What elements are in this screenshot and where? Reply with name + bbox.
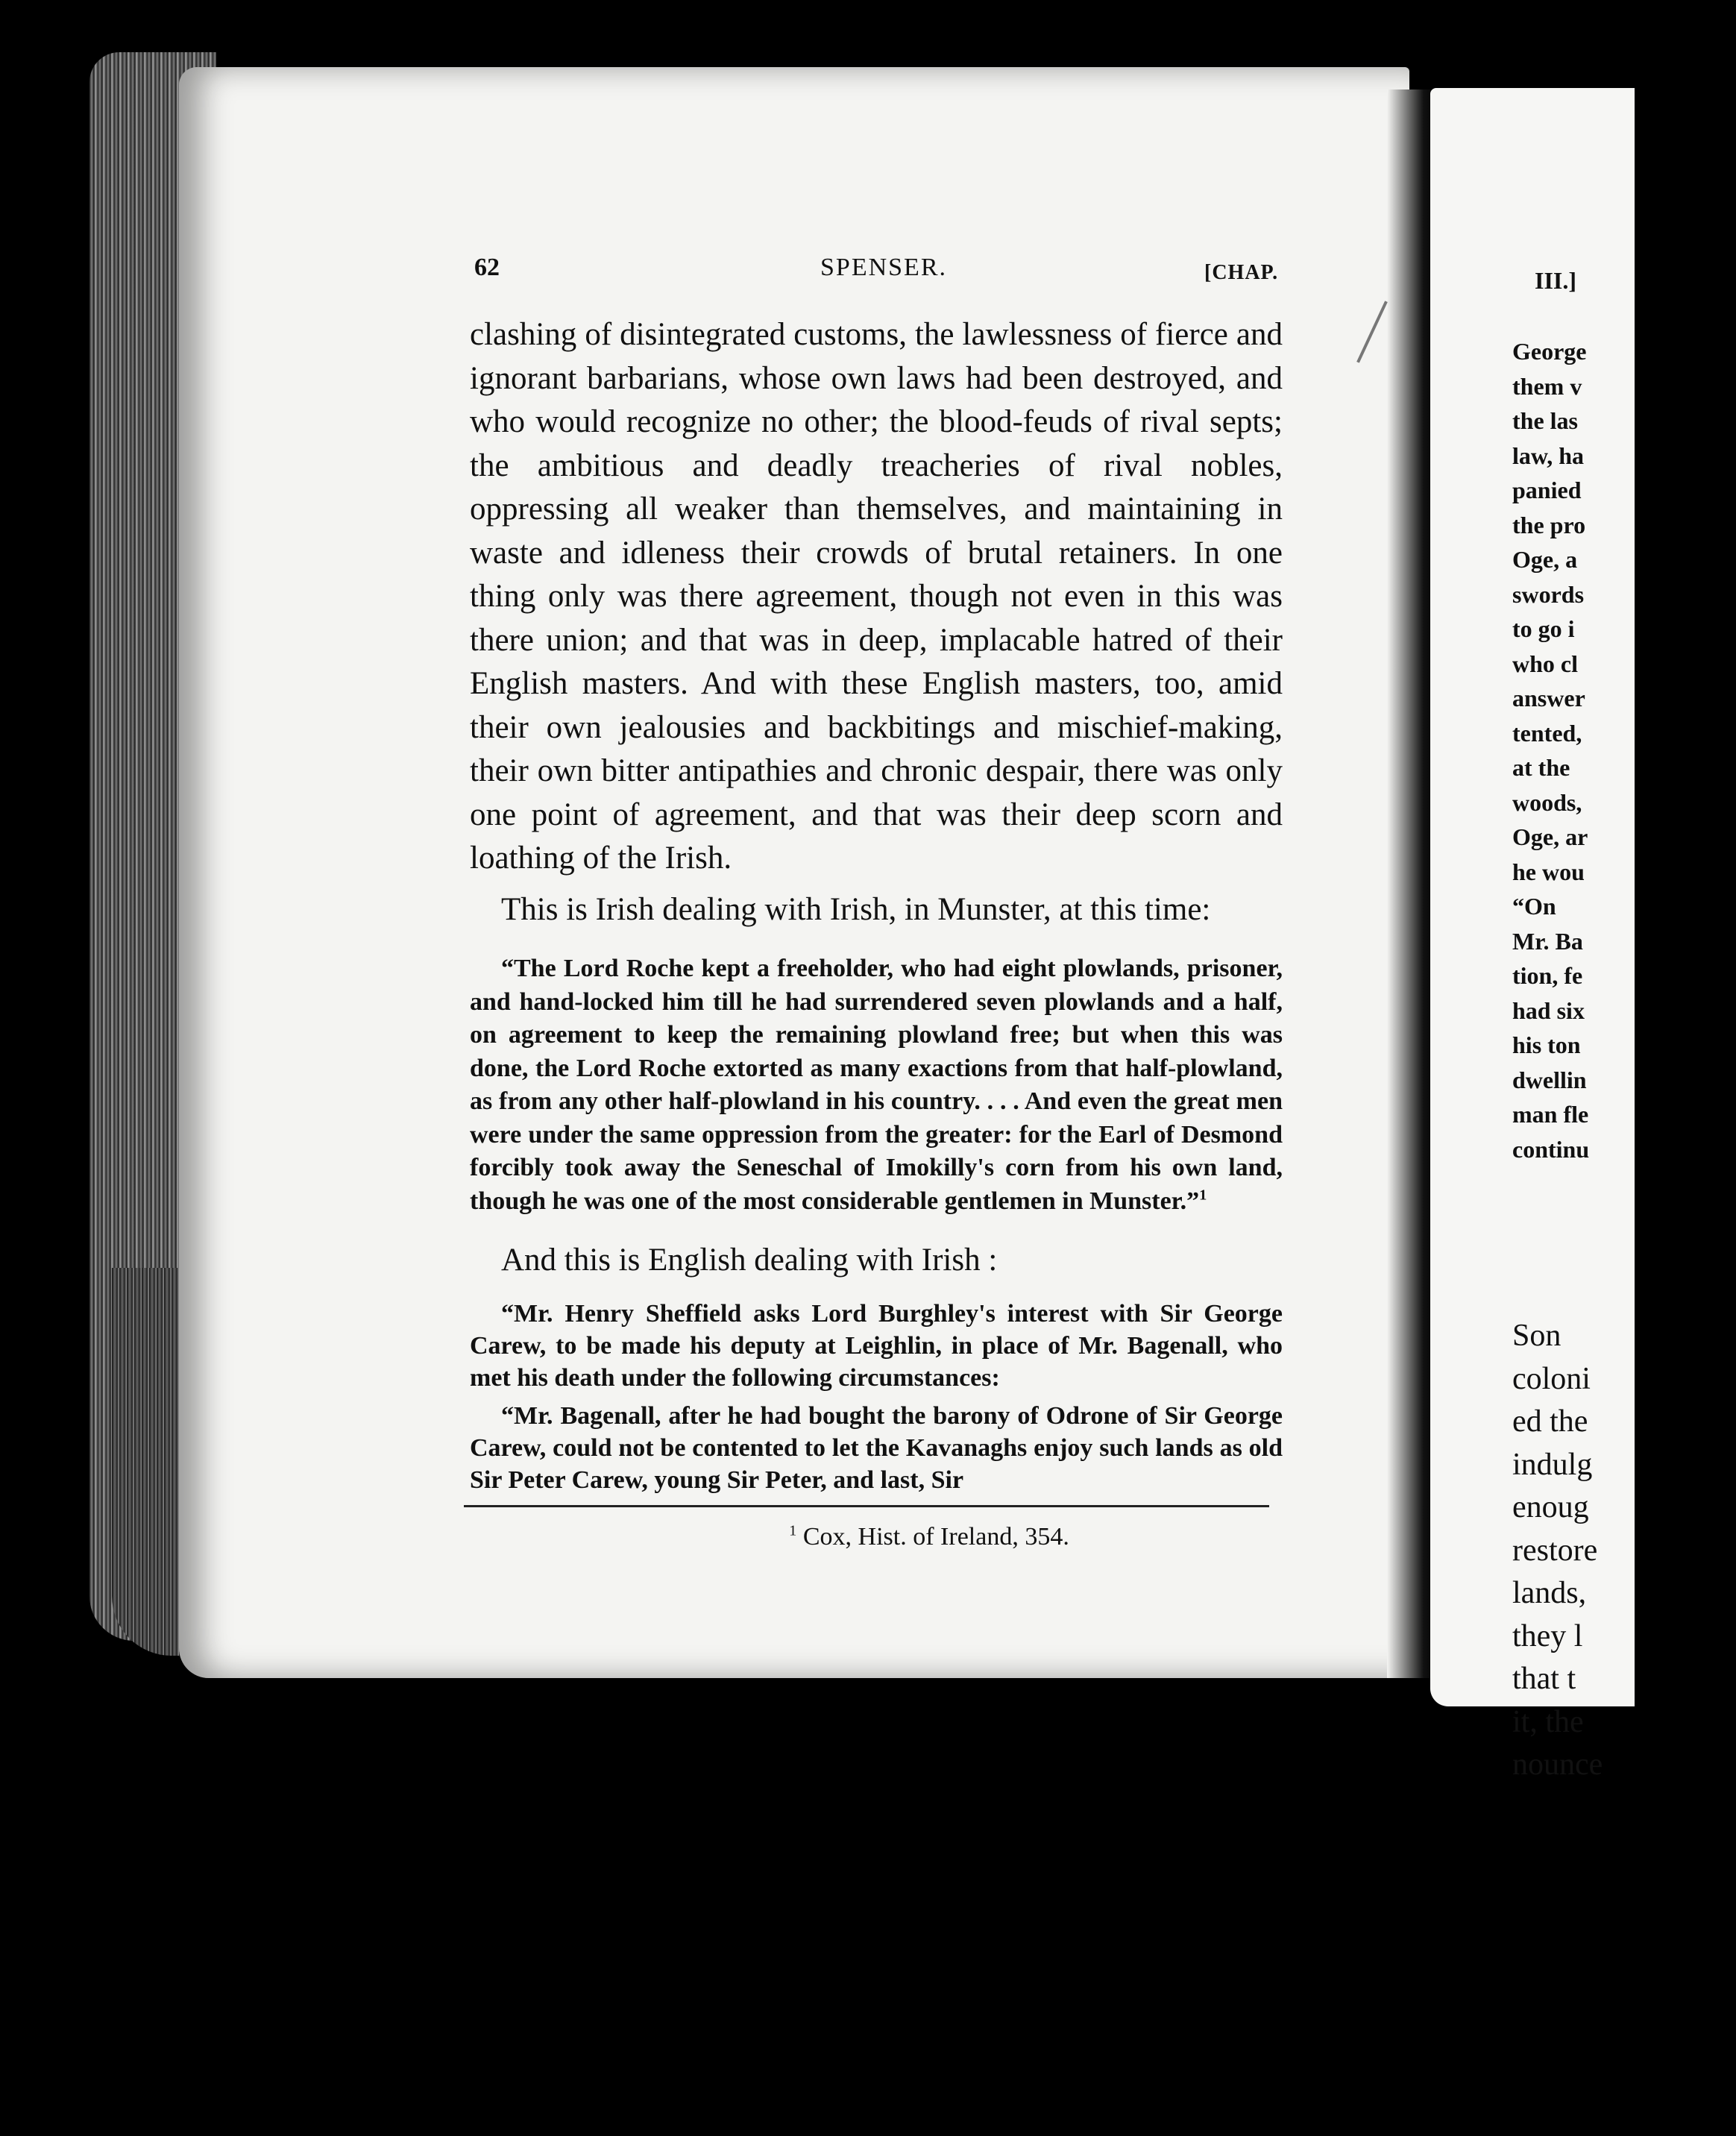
right-page-line: they l (1512, 1618, 1583, 1653)
right-page-line: swords (1512, 580, 1585, 608)
right-page-line: indulg (1512, 1447, 1593, 1482)
right-page-line: continu (1512, 1135, 1590, 1163)
right-page-line: the las (1512, 407, 1578, 434)
right-page-line: dwellin (1512, 1066, 1587, 1093)
right-page-line: Oge, ar (1512, 823, 1588, 850)
right-page-line: who cl (1512, 650, 1578, 677)
right-page-line: coloni (1512, 1361, 1591, 1396)
right-page-line: tion, fe (1512, 962, 1583, 989)
paragraph-1: clashing of disintegrated customs, the lawlessness of fierce and ignorant barbarians, whose own laws had been destroyed, and who would recognize no other; the blood-feuds of rival septs; the ambitious and deadly treacheries of rival nobles, oppressing all weaker than themselves, and maintaining in waste and idleness their crowds of brutal retainers. In one thing only was there agreement, though not even in this was there union; and that was in deep, implacable hatred of their English masters. And with these English masters, too, amid their own jealousies and backbitings and mischief-making, their own bitter antipathies and chronic despair, there was only one point of agreement, and that was their deep scorn and loathing of the Irish. (470, 317, 1283, 876)
paragraph-3: And this is English dealing with Irish : (501, 1243, 998, 1278)
footnote-text: Cox, Hist. of Ireland, 354. (802, 1523, 1069, 1551)
right-page-line: “On (1512, 893, 1556, 920)
right-page-line: restore (1512, 1533, 1598, 1568)
right-page-line: the pro (1512, 511, 1586, 538)
footnote-number: 1 (789, 1522, 797, 1539)
right-page-line: woods, (1512, 788, 1582, 816)
body-text (470, 313, 1283, 1496)
right-page-text-small (1512, 334, 1736, 1166)
right-page-line: lands, (1512, 1576, 1587, 1610)
block-quote-1-text: “The Lord Roche kept a freeholder, who had eight plowlands, prisoner, and hand-locked him till he had surrendered seven plowlands and a half, on agreement to keep the remaining plowland free; but when this was done, the Lord Roche extorted as many exactions from that half-plowland, as from any other half-plowland in his country. . . . And even the great men were under the same oppression from the greater: for the Earl of Desmond forcibly took away the Seneschal of Imokilly's corn from his own land, though he was one of the most considerable gentlemen in Munster.” (470, 955, 1283, 1215)
right-page-line: at the (1512, 754, 1570, 781)
right-page-line: that t (1512, 1662, 1576, 1696)
right-page-line: to go i (1512, 615, 1575, 642)
right-page-line: Son (1512, 1319, 1562, 1353)
right-page-line: nounce (1512, 1747, 1603, 1782)
footnote-rule (464, 1505, 1269, 1507)
right-page-line: ed the (1512, 1404, 1588, 1439)
right-page (1430, 88, 1635, 1782)
right-page-line: man fle (1512, 1101, 1589, 1128)
right-page-line: it, the (1512, 1704, 1584, 1739)
block-quote-1 (470, 952, 1283, 1218)
right-page-line: answer (1512, 685, 1585, 712)
running-title: SPENSER. (820, 254, 947, 281)
right-page-line: panied (1512, 477, 1582, 503)
block-quote-3: “Mr. Bagenall, after he had bought the barony of Odrone of Sir George Carew, could not be contented to let the Kavanaghs enjoy such lands as old Sir Peter Carew, young Sir Peter, and last, Sir (470, 1401, 1283, 1494)
right-page-line: had six (1512, 996, 1585, 1024)
right-chapter-marker: III.] (1535, 267, 1577, 294)
right-page-line: tented, (1512, 719, 1582, 747)
block-quote-2: “Mr. Henry Sheffield asks Lord Burghley's interest with Sir George Carew, to be made his deputy at Leighlin, in place of Mr. Bagenall, who met his death under the following circumstances: (470, 1299, 1283, 1392)
right-page-line: he wou (1512, 858, 1585, 885)
right-page-line: George (1512, 338, 1587, 365)
right-page-line: enoug (1512, 1490, 1589, 1524)
footnote-marker: 1 (1199, 1187, 1207, 1204)
right-page-line: them v (1512, 372, 1582, 400)
right-page-line: his ton (1512, 1031, 1581, 1058)
right-page-line: Mr. Ba (1512, 927, 1583, 955)
right-page-line: Oge, a (1512, 546, 1578, 573)
paragraph-2: This is Irish dealing with Irish, in Munster, at this time: (501, 891, 1211, 927)
right-page-line: law, ha (1512, 442, 1585, 469)
right-page-text-large (1512, 1315, 1736, 1787)
page-number: 62 (474, 254, 500, 281)
chapter-marker: [CHAP. (1204, 261, 1279, 284)
